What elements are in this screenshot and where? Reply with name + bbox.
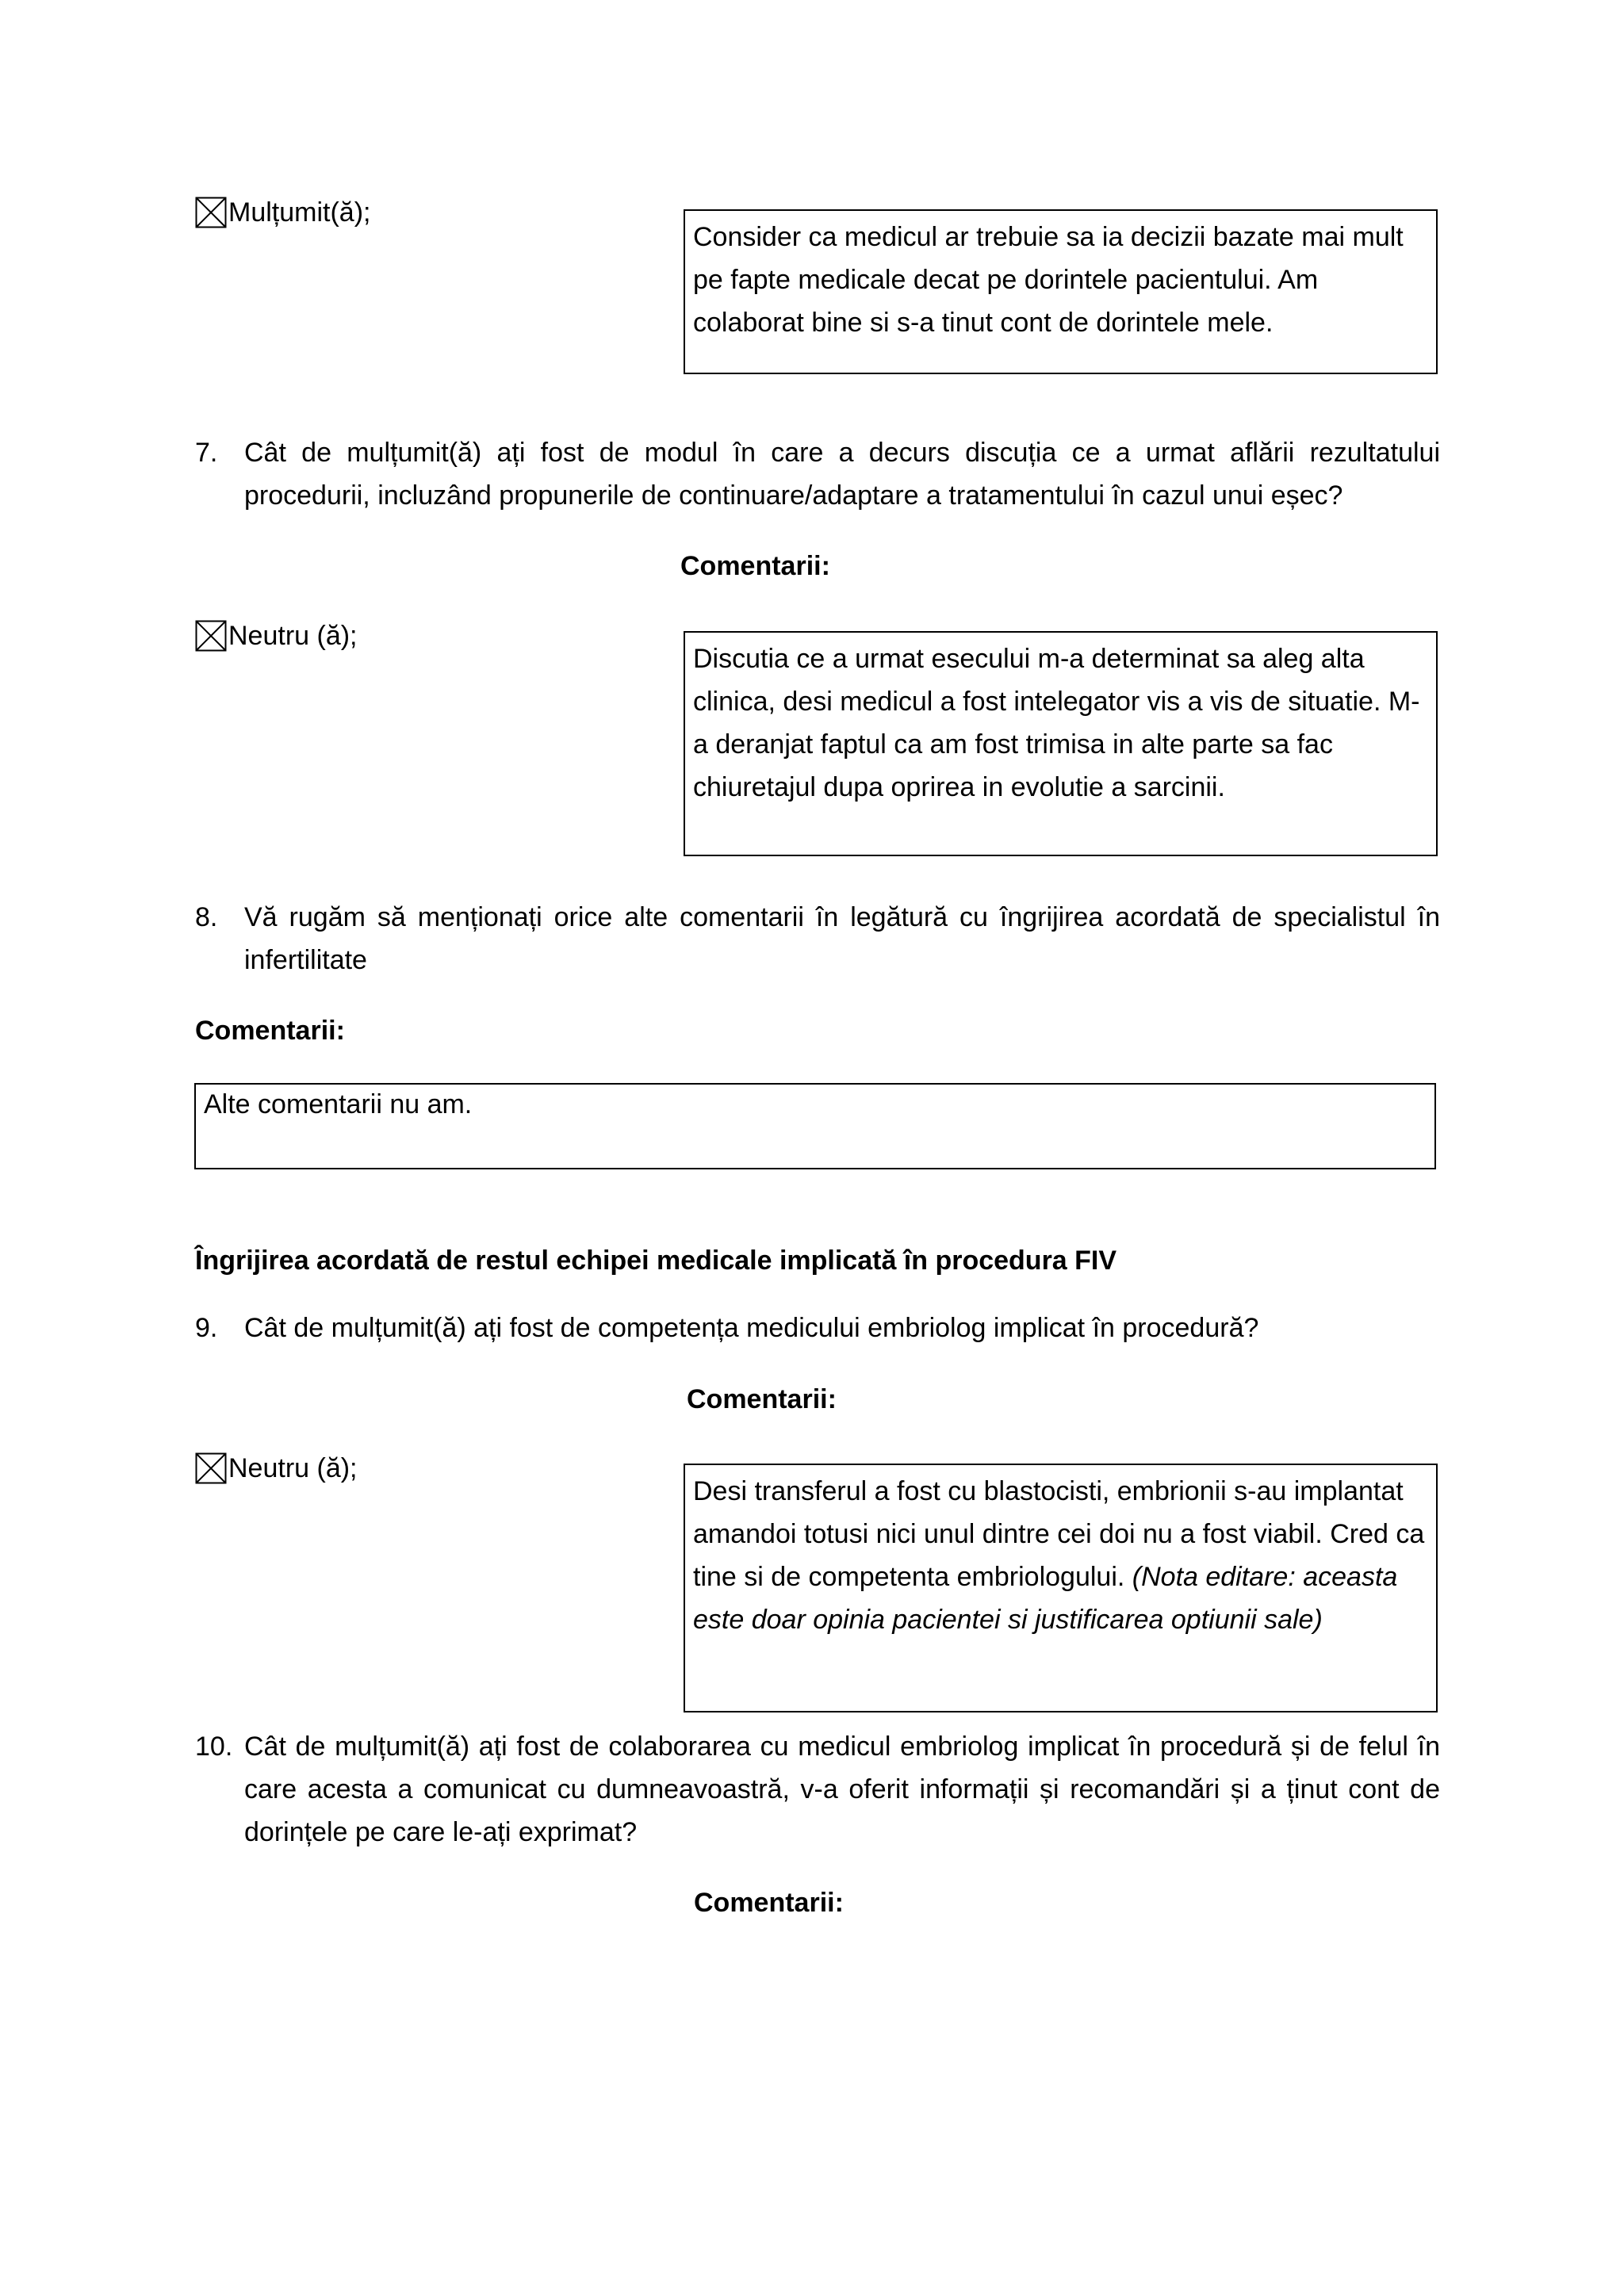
q8-comment-text: Alte comentarii nu am.	[204, 1089, 473, 1119]
q7-text: Cât de mulțumit(ă) ați fost de modul în care a decurs discuția ce a urmat aflării rezultatului procedurii, incluzând propunerile de continuare/adaptare a tratamentului în cazul unui eșec?	[244, 438, 1440, 511]
q10-number: 10.	[195, 1732, 233, 1762]
q10-text: Cât de mulțumit(ă) ați fost de colaborarea cu medicul embriolog implicat în procedură și de felul în care acesta a comunicat cu dumneavoastră, v-a oferit informații și recomandări și a ținut cont de dorințele pe care le-ați exprimat?	[244, 1732, 1440, 1847]
q10-question	[195, 1725, 1440, 1854]
q9-comment-box	[684, 1464, 1438, 1712]
q9-question	[195, 1307, 1440, 1349]
checked-box-icon	[195, 620, 227, 652]
q7-comment-text: Discutia ce a urmat esecului m-a determinat sa aleg alta clinica, desi medicul a fost intelegator vis a vis de situatie. M-a deranjat faptul ca am fost trimisa in alte parte sa fac chiuretajul dupa oprirea in evolutie a sarcinii.	[693, 644, 1420, 802]
q9-comment-body: Desi transferul a fost cu blastocisti, embrionii s-au implantat amandoi totusi nici unul dintre cei doi nu a fost viabil. Cred ca tine si de competenta embriologului.	[693, 1476, 1425, 1592]
q7-number: 7.	[195, 438, 218, 468]
q6-comment-box	[684, 209, 1438, 374]
q7-comments-label: Comentarii:	[680, 551, 830, 581]
q9-number: 9.	[195, 1313, 218, 1343]
q6-answer	[195, 197, 370, 228]
q8-number: 8.	[195, 902, 218, 932]
q10-comments-label: Comentarii:	[694, 1888, 844, 1918]
q9-editor-note: (Nota editare: aceasta este doar opinia pacientei si justificarea optiunii sale)	[693, 1562, 1398, 1635]
q7-answer-label: Neutru (ă);	[228, 621, 358, 651]
q9-answer-label: Neutru (ă);	[228, 1453, 358, 1483]
q9-answer	[195, 1452, 358, 1484]
section-heading: Îngrijirea acordată de restul echipei medicale implicată în procedura FIV	[195, 1246, 1117, 1276]
q9-text: Cât de mulțumit(ă) ați fost de competența medicului embriolog implicat în procedură?	[244, 1313, 1259, 1343]
q8-question	[195, 896, 1440, 982]
q6-comment-text: Consider ca medicul ar trebuie sa ia decizii bazate mai mult pe fapte medicale decat pe dorintele pacientului. Am colaborat bine si s-a tinut cont de dorintele mele.	[693, 222, 1404, 338]
q9-comments-label: Comentarii:	[687, 1384, 837, 1414]
checked-box-icon	[195, 197, 227, 228]
q6-answer-label: Mulțumit(ă);	[228, 197, 371, 228]
q7-answer	[195, 620, 358, 652]
q9-comment-text	[693, 1470, 1428, 1641]
q8-comment-box	[194, 1083, 1436, 1169]
checked-box-icon	[195, 1452, 227, 1484]
q7-comment-box	[684, 631, 1438, 856]
q8-comments-label: Comentarii:	[195, 1016, 345, 1046]
q7-question	[195, 431, 1440, 517]
q8-text: Vă rugăm să menționați orice alte comentarii în legătură cu îngrijirea acordată de specialistul în infertilitate	[244, 902, 1440, 975]
